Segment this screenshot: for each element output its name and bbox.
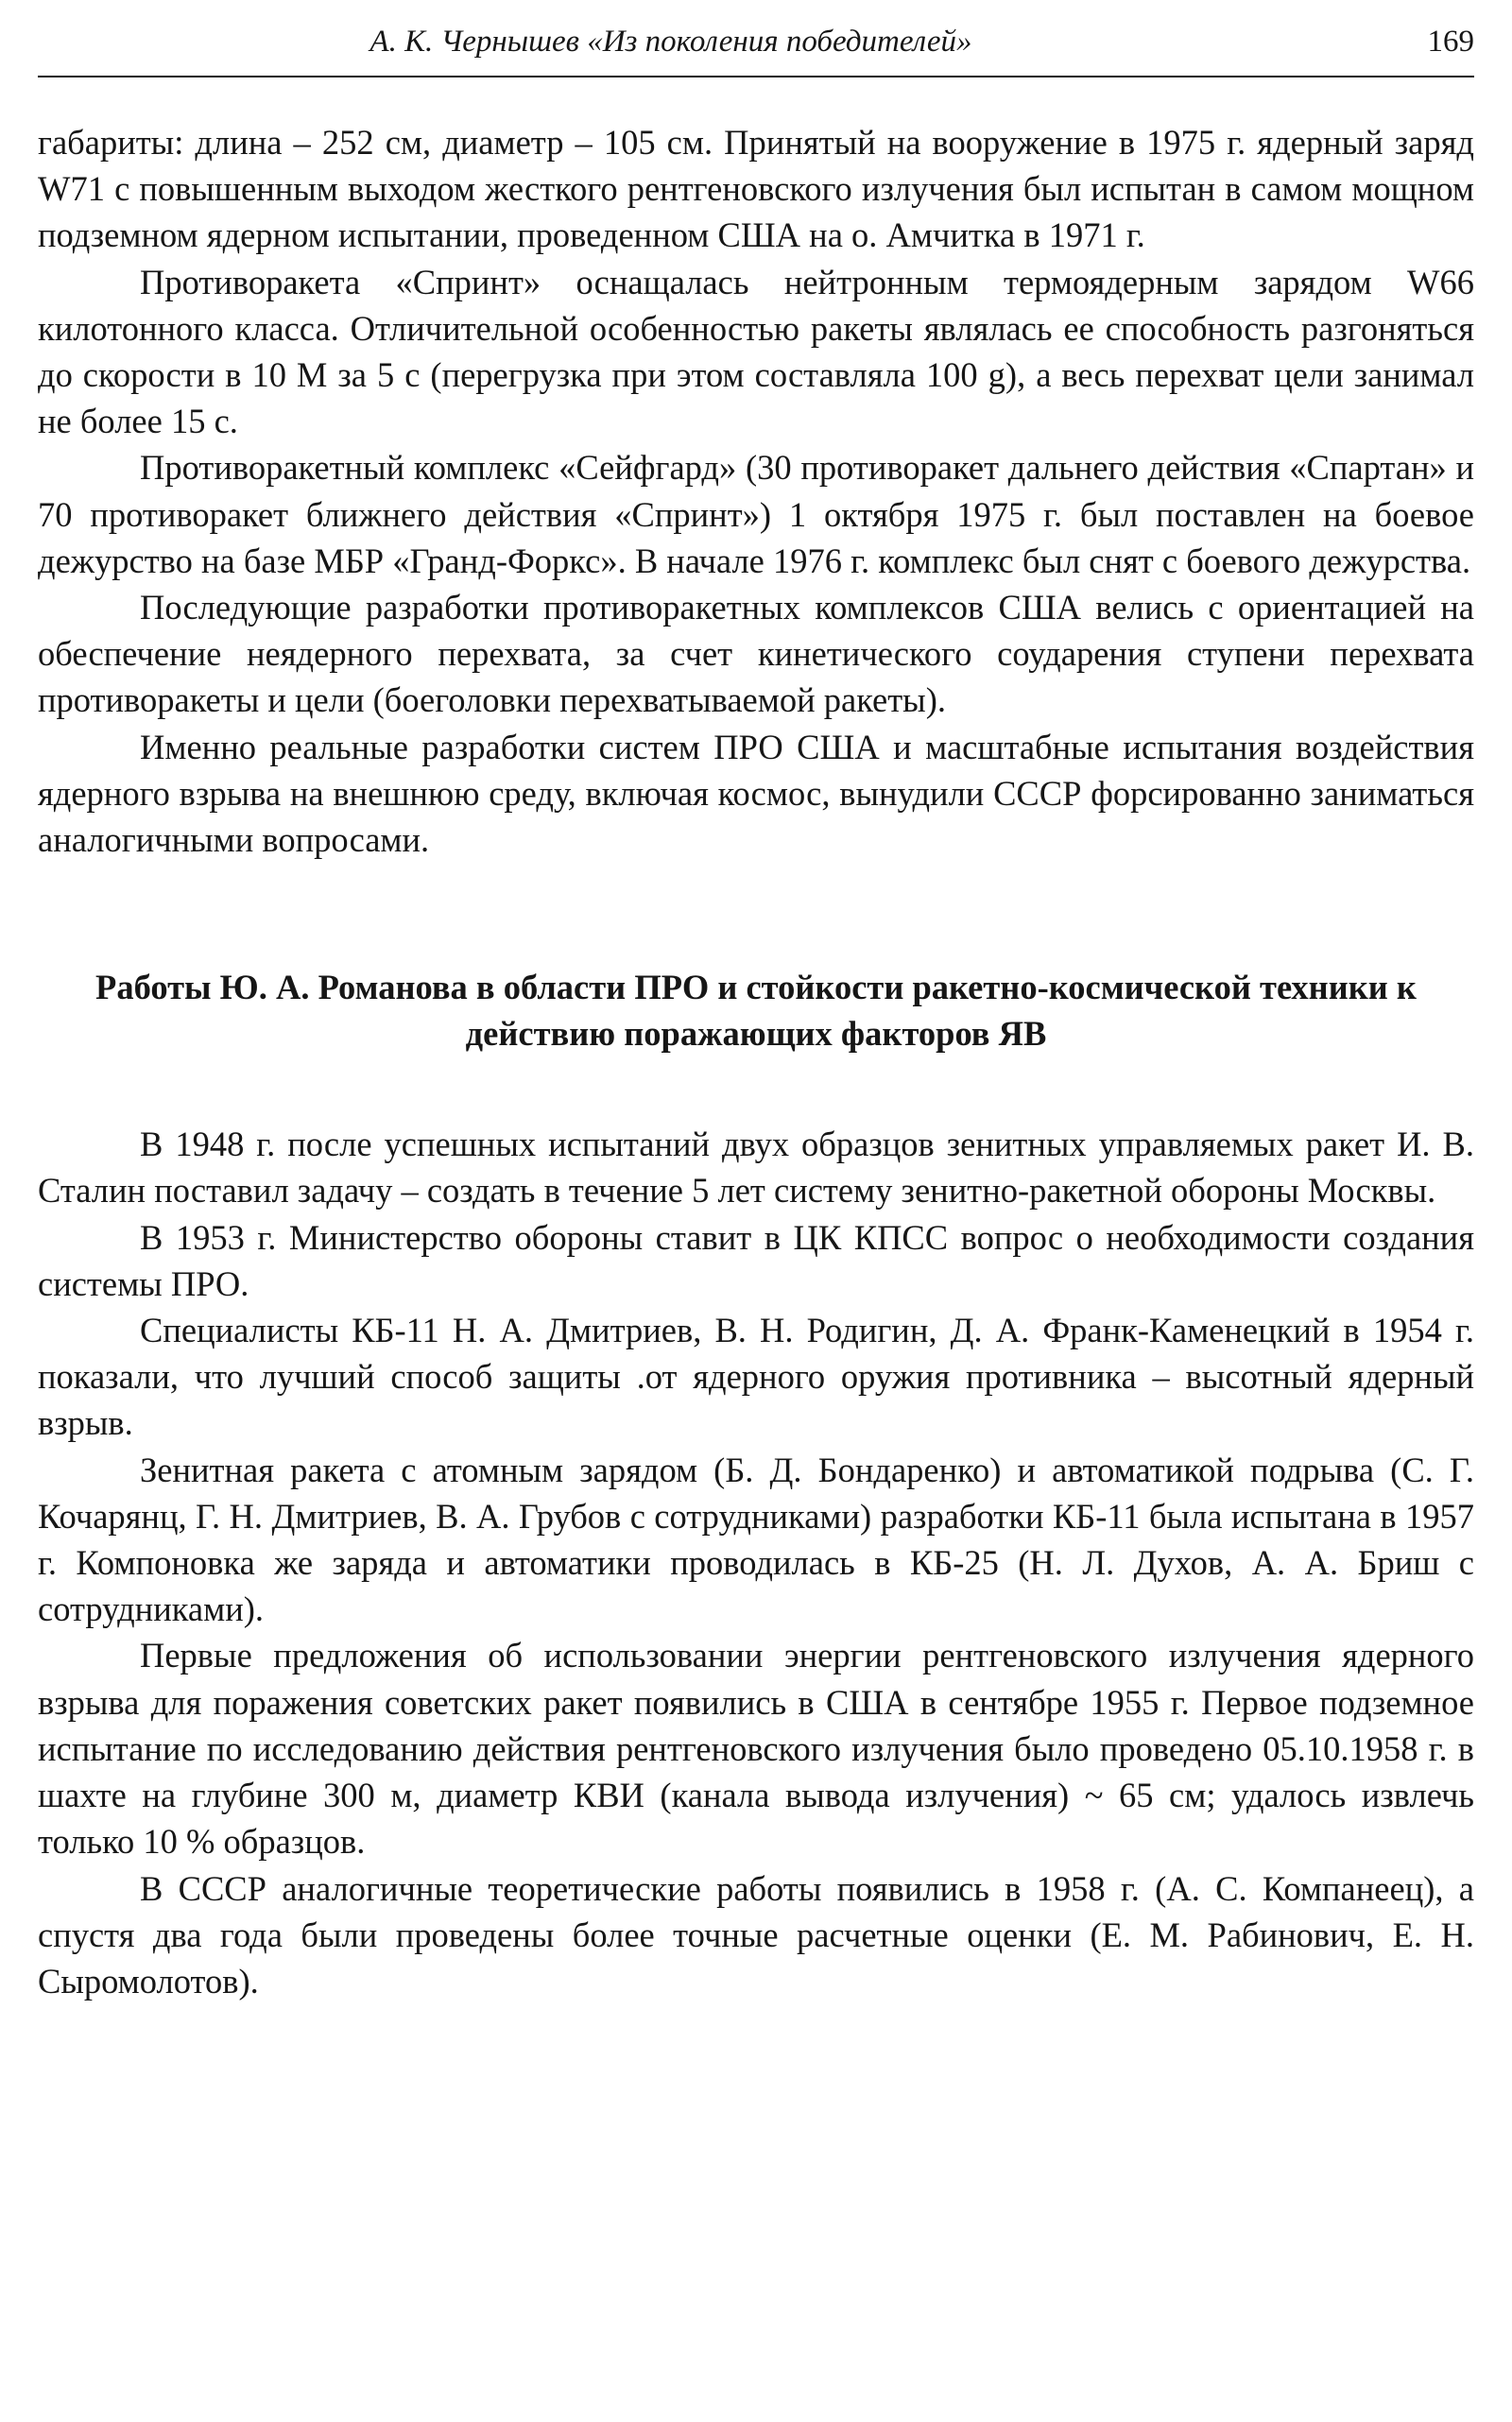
paragraph: В 1953 г. Министерство обороны ставит в ЦК КПСС вопрос о необходимости создания системы ПРО. bbox=[38, 1217, 1474, 1303]
header-divider bbox=[38, 76, 1474, 77]
page-body bbox=[38, 119, 1474, 2004]
page-number: 169 bbox=[1427, 25, 1474, 59]
paragraph: Именно реальные разработки систем ПРО США и масштабные испытания воздействия ядерного взрыва на внешнюю среду, включая космос, вынудили СССР форсированно заниматься аналогичными вопросами. bbox=[38, 727, 1474, 860]
paragraph: Первые предложения об использовании энергии рентгеновского излучения ядерного взрыва для поражения советских ракет появились в США в сентябре 1955 г. Первое подземное испытание по исследованию действия рентгеновского излучения было проведено 05.10.1958 г. в шахте на глубине 300 м, диаметр КВИ (канала вывода излучения) ~ 65 см; удалось извлечь только 10 % образцов. bbox=[38, 1636, 1474, 1862]
running-header bbox=[38, 13, 1474, 70]
paragraph: Специалисты КБ-11 Н. А. Дмитриев, В. Н. Родигин, Д. А. Франк-Каменецкий в 1954 г. показали, что лучший способ защиты .от ядерного оружия противника – высотный ядерный взрыв. bbox=[38, 1311, 1474, 1443]
paragraph: Противоракетный комплекс «Сейфгард» (30 противоракет дальнего действия «Спартан» и 70 противоракет ближнего действия «Спринт») 1 октября 1975 г. был поставлен на боевое дежурство на базе МБР «Гранд-Форкс». В начале 1976 г. комплекс был снят с боевого дежурства. bbox=[38, 448, 1474, 580]
running-header-title: А. К. Чернышев «Из поколения победителей» bbox=[369, 25, 972, 59]
paragraph: Последующие разработки противоракетных комплексов США велись с ориентацией на обеспечение неядерного перехвата, за счет кинетического соударения ступени перехвата противоракеты и цели (боеголовки перехватываемой ракеты). bbox=[38, 588, 1474, 720]
paragraph: В СССР аналогичные теоретические работы появились в 1958 г. (А. С. Компанеец), а спустя два года были проведены более точные расчетные оценки (Е. М. Рабинович, Е. Н. Сыромолотов). bbox=[38, 1868, 1474, 2001]
paragraph-continued: габариты: длина – 252 см, диаметр – 105 см. Принятый на вооружение в 1975 г. ядерный заряд W71 с повышенным выходом жесткого рентгеновского излучения был испытан в самом мощном подземном ядерном испытании, проведенном США на о. Амчитка в 1971 г. bbox=[38, 123, 1474, 255]
paragraph: Зенитная ракета с атомным зарядом (Б. Д. Бондаренко) и автоматикой подрыва (С. Г. Кочарянц, Г. Н. Дмитриев, В. А. Грубов с сотрудниками) разработки КБ-11 была испытана в 1957 г. Компоновка же заряда и автоматики проводилась в КБ-25 (Н. Л. Духов, А. А. Бриш с сотрудниками). bbox=[38, 1450, 1474, 1629]
section-heading: Работы Ю. А. Романова в области ПРО и стойкости ракетно-космической техники к действию поражающих факторов ЯВ bbox=[95, 968, 1417, 1054]
book-page bbox=[38, 0, 1474, 2422]
paragraph: В 1948 г. после успешных испытаний двух образцов зенитных управляемых ракет И. В. Сталин поставил задачу – создать в течение 5 лет систему зенитно-ракетной обороны Москвы. bbox=[38, 1125, 1474, 1211]
paragraph: Противоракета «Спринт» оснащалась нейтронным термоядерным зарядом W66 килотонного класса. Отличительной особенностью ракеты являлась ее способность разгоняться до скорости в 10 М за 5 с (перегрузка при этом составляла 100 g), а весь перехват цели занимал не более 15 с. bbox=[38, 262, 1474, 441]
